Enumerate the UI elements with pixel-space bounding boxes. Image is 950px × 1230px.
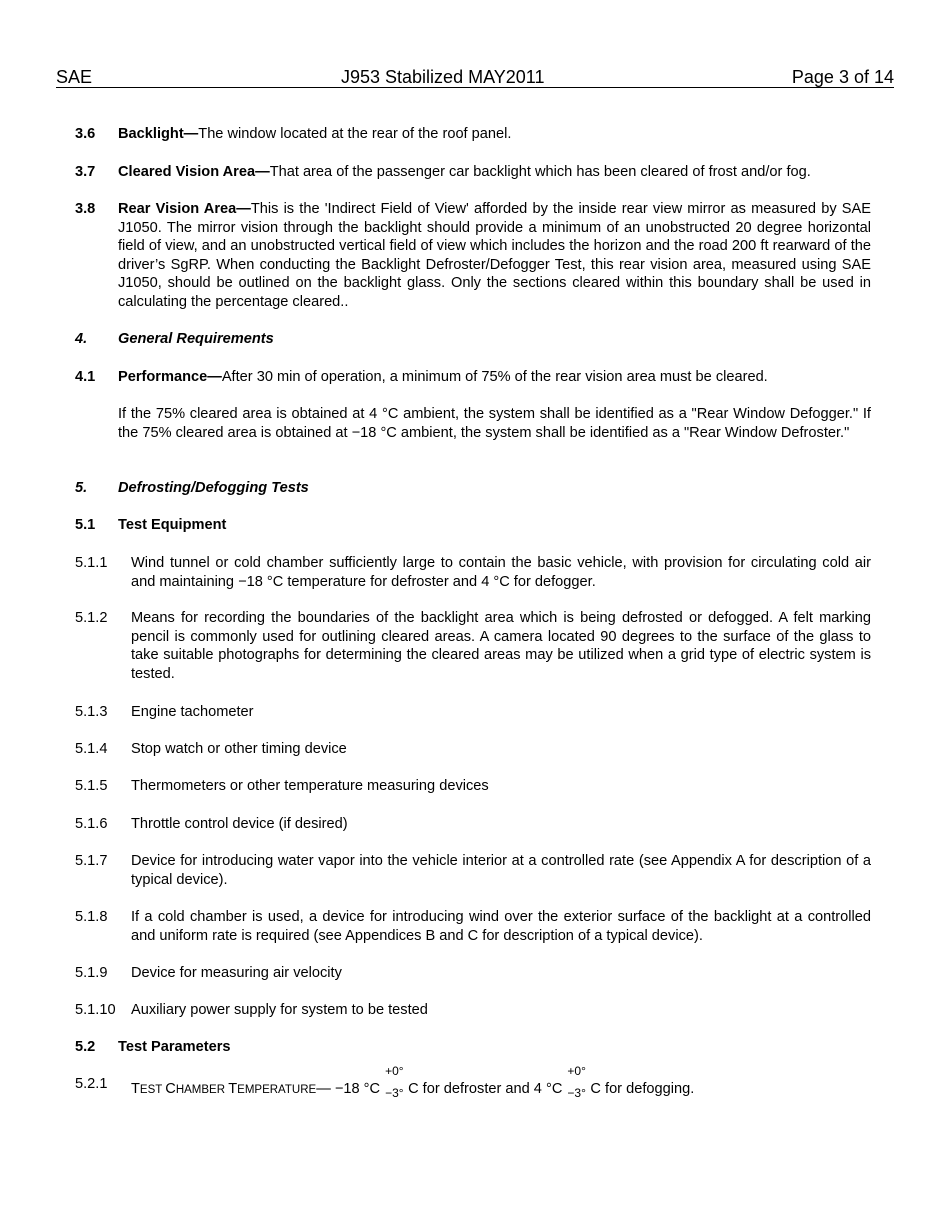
list-item: [75, 554, 871, 591]
item-text: Engine tachometer: [131, 704, 254, 720]
list-item: [75, 908, 871, 945]
section-text: That area of the passenger car backlight which has been cleared of frost and/or fog.: [269, 164, 811, 180]
list-item: [75, 609, 871, 683]
item-number: 5.1.4: [75, 741, 108, 757]
item-number: 5.1.2: [75, 610, 108, 626]
header-doc-id: J953 Stabilized MAY2011: [341, 67, 545, 87]
item-text: If a cold chamber is used, a device for introducing wind over the exterior surface of the backlight at a controlled and uniform rate is required (see Appendices B and C for description of a typical device).: [131, 909, 871, 944]
header-page-number: Page 3 of 14: [791, 67, 894, 87]
section-3-6: [75, 125, 871, 144]
section-body: [118, 163, 871, 182]
item-number: 5.1.5: [75, 778, 108, 794]
section-term: Rear Vision Area—: [118, 201, 251, 217]
list-item: [75, 852, 871, 889]
section-text: After 30 min of operation, a minimum of 75% of the rear vision area must be cleared.: [221, 369, 768, 385]
item-text: TEST CHAMBER TEMPERATURE— −18 °C +0° −3° C for defroster and 4 °C +0° −3° C for defogging.: [131, 1064, 695, 1100]
section-4-1: [75, 368, 871, 387]
section-4-heading: [75, 330, 871, 349]
item-number: 5.1.1: [75, 555, 108, 571]
section-number: 3.8: [75, 201, 96, 217]
section-3-7: [75, 163, 871, 182]
page-header: [56, 66, 894, 88]
section-number: 5.: [75, 480, 88, 496]
tolerance-1: [384, 1064, 408, 1100]
section-body: [118, 200, 871, 312]
section-term: Performance—: [118, 369, 222, 385]
item-text: Device for introducing water vapor into the vehicle interior at a controlled rate (see Appendix A for description of a typical device).: [131, 853, 871, 888]
item-text: Thermometers or other temperature measuring devices: [131, 778, 489, 794]
item-number: 5.2.1: [75, 1076, 108, 1092]
section-number: 3.6: [75, 126, 96, 142]
section-5-1-heading: [75, 516, 871, 535]
item-number: 5.1.6: [75, 816, 108, 832]
item-number: 5.1.3: [75, 704, 108, 720]
list-item: [75, 815, 871, 834]
item-text: Means for recording the boundaries of the backlight area which is being defrosted or defogged. A felt marking pencil is commonly used for outlining cleared areas. A camera located 90 degrees to the surface of the glass to take suitable photographs for determining the cleared areas may be utilized when a grid type of electric system is tested.: [131, 610, 871, 682]
item-text: Auxiliary power supply for system to be tested: [131, 1002, 428, 1018]
section-5-2-1: [75, 1064, 871, 1100]
item-text: Stop watch or other timing device: [131, 741, 347, 757]
tolerance-lower: −3°: [567, 1086, 586, 1100]
section-number: 4.1: [75, 369, 96, 385]
tolerance-upper: +0°: [385, 1064, 404, 1078]
section-number: 5.1: [75, 517, 96, 533]
section-term: Cleared Vision Area—: [118, 164, 270, 180]
tolerance-2: [566, 1064, 590, 1100]
item-number: 5.1.7: [75, 853, 108, 869]
item-text: Wind tunnel or cold chamber sufficiently large to contain the basic vehicle, with provision for circulating cold air and maintaining −18 °C temperature for defroster and 4 °C for defogger.: [131, 555, 871, 590]
item-number: 5.1.9: [75, 965, 108, 981]
section-body: [118, 368, 871, 387]
section-body: [118, 125, 871, 144]
section-3-8: [75, 200, 871, 312]
list-item: [75, 703, 871, 722]
header-org: SAE: [56, 67, 93, 87]
section-5-2-heading: [75, 1038, 871, 1057]
item-text: Throttle control device (if desired): [131, 816, 348, 832]
section-title: General Requirements: [118, 331, 274, 347]
tolerance-lower: −3°: [385, 1086, 404, 1100]
list-item: [75, 777, 871, 796]
list-item: [75, 964, 871, 983]
section-text: This is the 'Indirect Field of View' afforded by the inside rear view mirror as measured by SAE J1050. The mirror vision through the backlight should provide a minimum of an unobstructed 20 degree horizontal field of view, and an unobstructed vertical field of view which includes the horizon and the road 200 ft rearward of the driver’s SgRP. When conducting the Backlight Defroster/Defogger Test, this rear vision area, measured using SAE J1050, should be outlined on the backlight glass. Only the sections cleared within this boundary shall be used in calculating the percentage cleared..: [118, 201, 871, 310]
item-number: 5.1.10: [75, 1002, 116, 1018]
section-title: Test Equipment: [118, 517, 227, 533]
tolerance-upper: +0°: [567, 1064, 586, 1078]
section-4-1-para-2: [75, 405, 871, 442]
section-text: The window located at the rear of the roof panel.: [198, 126, 512, 142]
section-5-heading: [75, 479, 871, 498]
list-item: [75, 740, 871, 759]
section-number: 5.2: [75, 1039, 96, 1055]
section-number: 4.: [75, 331, 88, 347]
list-item: [75, 1001, 871, 1020]
section-number: 3.7: [75, 164, 96, 180]
section-title: Defrosting/Defogging Tests: [118, 480, 309, 496]
section-text: If the 75% cleared area is obtained at 4 °C ambient, the system shall be identified as a "Rear Window Defogger." If the 75% cleared area is obtained at −18 °C ambient, the system shall be identified as a "Rear Window Defroster.": [118, 406, 871, 441]
item-number: 5.1.8: [75, 909, 108, 925]
item-text: Device for measuring air velocity: [131, 965, 342, 981]
section-title: Test Parameters: [118, 1039, 231, 1055]
section-term: Backlight—: [118, 126, 199, 142]
